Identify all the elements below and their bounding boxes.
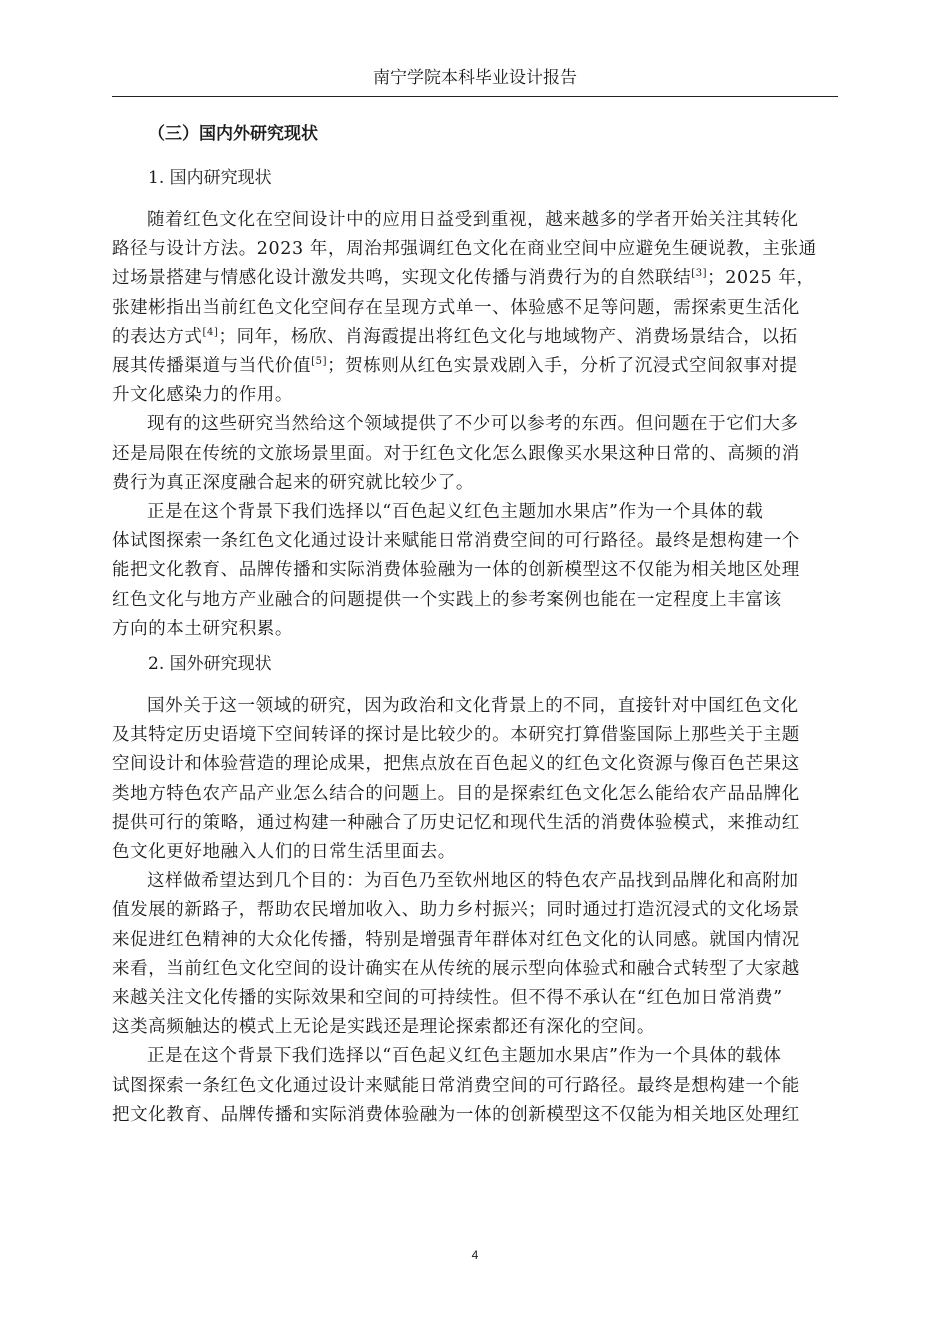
domestic-research-heading: 1. 国内研究现状 [148, 168, 272, 188]
text-line: 来促进红色精神的大众化传播，特别是增强青年群体对红色文化的认同感。就国内情况 [112, 929, 800, 950]
text-line: 路径与设计方法。2023 年，周治邦强调红色文化在商业空间中应避免生硬说教，主张通 [112, 239, 817, 260]
text-line: 这类高频触达的模式上无论是实践还是理论探索都还有深化的空间。 [112, 1017, 655, 1038]
text-run: ；2025 年， [707, 268, 815, 289]
page-number: 4 [471, 1248, 479, 1262]
text-line [112, 264, 838, 293]
text-run: 展其传播渠道与当代价值 [112, 356, 312, 377]
text-line: 随着红色文化在空间设计中的应用日益受到重视，越来越多的学者开始关注其转化 [147, 210, 799, 230]
foreign-research-heading: 2. 国外研究现状 [148, 654, 272, 675]
citation: [4] [202, 326, 219, 338]
text-line: 色文化更好地融入人们的日常生活里面去。 [112, 842, 456, 863]
section-heading: （三）国内外研究现状 [148, 124, 318, 144]
text-line [112, 323, 838, 352]
text-line: 及其特定历史语境下空间转译的探讨是比较少的。本研究打算借鉴国际上那些关于主题 [112, 725, 800, 746]
page-header: 南宁学院本科毕业设计报告 [373, 68, 577, 88]
text-line: 现有的这些研究当然给这个领域提供了不少可以参考的东西。但问题在于它们大多 [147, 414, 799, 435]
text-line: 张建彬指出当前红色文化空间存在呈现方式单一、体验感不足等问题，需探索更生活化 [112, 297, 800, 318]
domestic-paragraph-3 [112, 498, 838, 644]
text-line: 值发展的新路子，帮助农民增加收入、助力乡村振兴；同时通过打造沉浸式的文化场景 [112, 900, 800, 921]
text-run: 的表达方式 [112, 326, 203, 347]
text-line: 正是在这个背景下我们选择以“百色起义红色主题加水果店”作为一个具体的载体 [147, 1046, 782, 1067]
domestic-paragraph-2 [112, 410, 838, 498]
text-run: 过场景搭建与情感化设计激发共鸣，实现文化传播与消费行为的自然联结 [112, 268, 692, 289]
foreign-paragraph-2 [112, 867, 838, 1042]
foreign-paragraph-1 [112, 692, 838, 867]
text-line: 来越关注文化传播的实际效果和空间的可持续性。但不得不承认在“红色加日常消费” [112, 988, 783, 1009]
foreign-paragraph-3 [112, 1042, 838, 1130]
text-line: 来看，当前红色文化空间的设计确实在从传统的展示型向体验式和融合式转型了大家越 [112, 958, 800, 979]
text-line: 空间设计和体验营造的理论成果，把焦点放在百色起义的红色文化资源与像百色芒果这 [112, 754, 800, 775]
text-line: 升文化感染力的作用。 [112, 385, 293, 406]
text-run: ；贺栋则从红色实景戏剧入手，分析了沉浸式空间叙事对提 [327, 356, 798, 377]
text-line: 国外关于这一领域的研究，因为政治和文化背景上的不同，直接针对中国红色文化 [147, 696, 799, 717]
text-line: 体试图探索一条红色文化通过设计来赋能日常消费空间的可行路径。最终是想构建一个 [112, 531, 800, 552]
domestic-paragraph-1 [112, 206, 838, 410]
text-line: 红色文化与地方产业融合的问题提供一个实践上的参考案例也能在一定程度上丰富该 [112, 589, 782, 610]
text-line: 方向的本土研究积累。 [112, 618, 293, 639]
text-line: 能把文化教育、品牌传播和实际消费体验融为一体的创新模型这不仅能为相关地区处理 [112, 560, 800, 581]
text-line: 把文化教育、品牌传播和实际消费体验融为一体的创新模型这不仅能为相关地区处理红 [112, 1104, 800, 1125]
text-line: 试图探索一条红色文化通过设计来赋能日常消费空间的可行路径。最终是想构建一个能 [112, 1075, 800, 1096]
text-line: 还是局限在传统的文旅场景里面。对于红色文化怎么跟像买水果这种日常的、高频的消 [112, 443, 800, 464]
text-line: 这样做希望达到几个目的：为百色乃至钦州地区的特色农产品找到品牌化和高附加 [147, 871, 799, 892]
citation: [5] [311, 356, 328, 368]
document-body [112, 116, 838, 1130]
text-line: 提供可行的策略，通过构建一种融合了历史记忆和现代生活的消费体验模式，来推动红 [112, 812, 800, 833]
text-line: 正是在这个背景下我们选择以“百色起义红色主题加水果店”作为一个具体的载 [147, 502, 764, 523]
text-run: ；同年，杨欣、肖海霞提出将红色文化与地域物产、消费场景结合，以拓 [218, 326, 798, 347]
text-line: 类地方特色农产品产业怎么结合的问题上。目的是探索红色文化怎么能给农产品品牌化 [112, 783, 800, 804]
citation: [3] [691, 268, 708, 280]
text-line: 费行为真正深度融合起来的研究就比较少了。 [112, 472, 474, 493]
header-rule [112, 96, 838, 97]
text-line [112, 352, 838, 381]
